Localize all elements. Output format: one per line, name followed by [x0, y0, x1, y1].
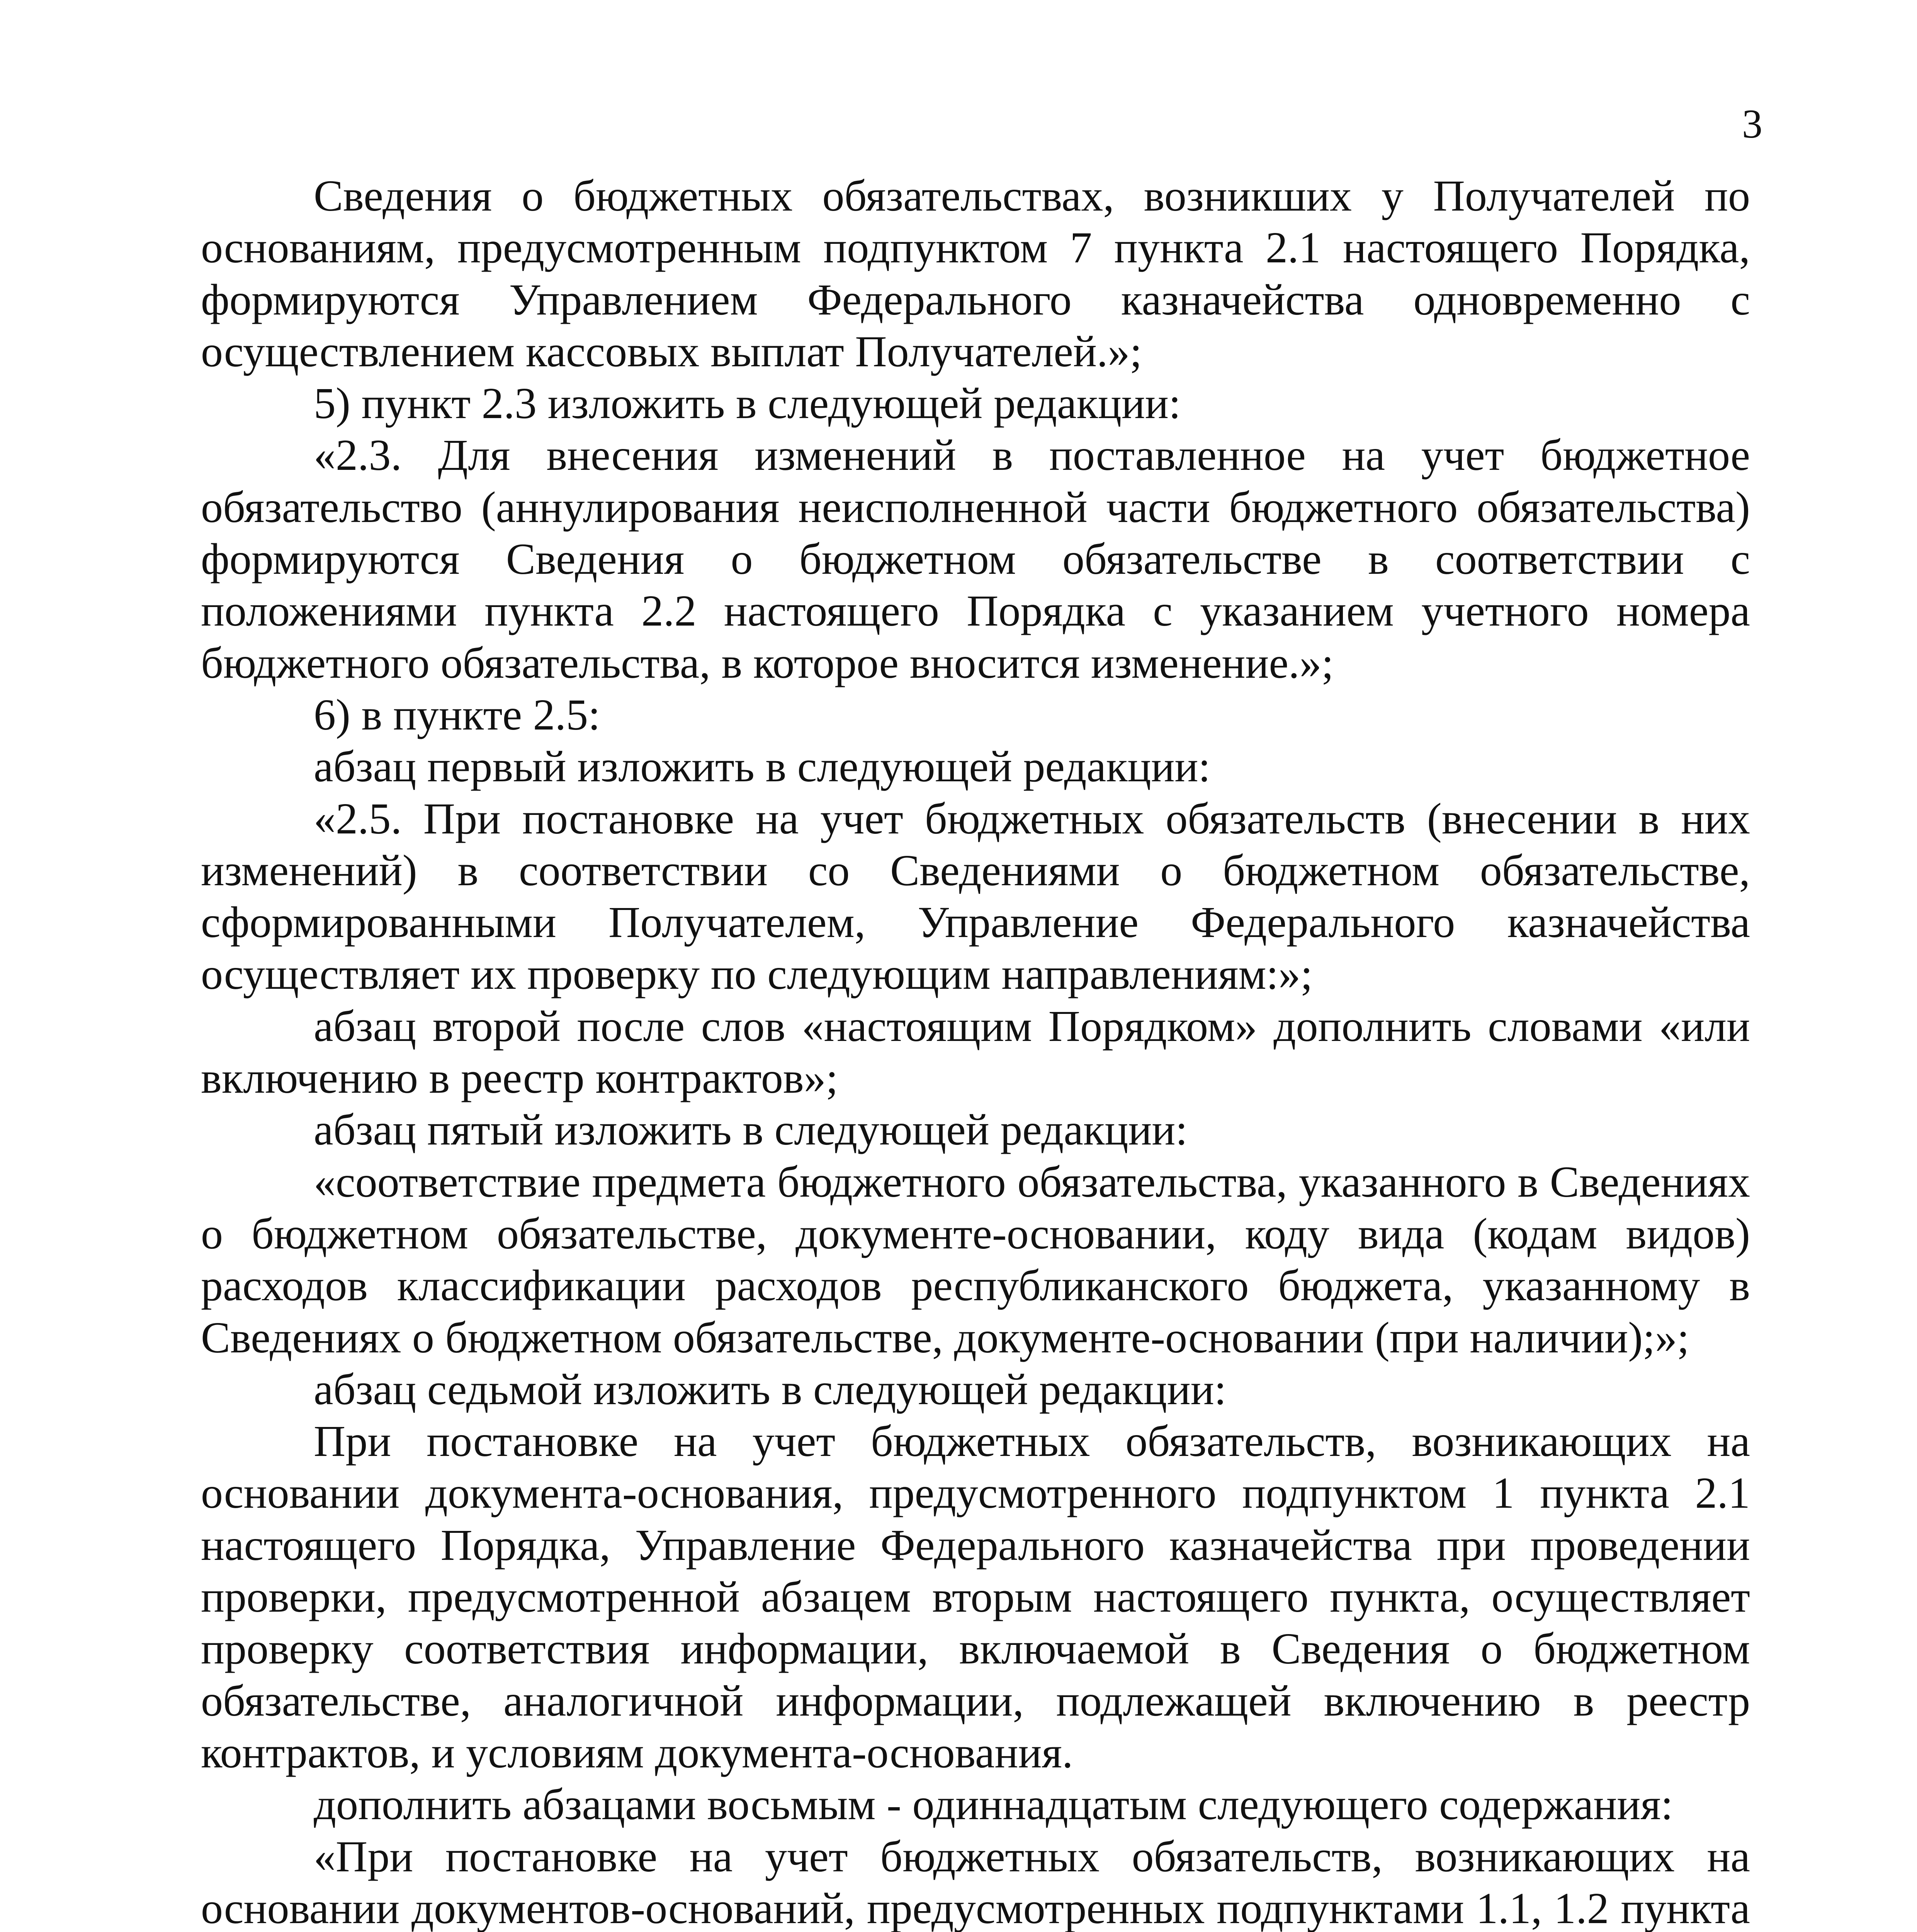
- page-number: 3: [1742, 101, 1762, 146]
- paragraph-5: абзац первый изложить в следующей редакции:: [314, 742, 1211, 791]
- paragraph-7: абзац второй после слов «настоящим Порядком» дополнить словами «или включению в реестр контрактов»;: [201, 1001, 1750, 1103]
- paragraph-11: При постановке на учет бюджетных обязательств, возникающих на основании документа-основания, предусмотренного подпунктом 1 пункта 2.1 настоящего Порядка, Управление Федерального казначейства при проведении проверки, предусмотренной абзацем вторым настоящего пункта, осуществляет проверку соответствия информации, включаемой в Сведения о бюджетном обязательстве, аналогичной информации, подлежащей включению в реестр контрактов, и условиям документа-основания.: [201, 1417, 1750, 1777]
- paragraph-2: 5) пункт 2.3 изложить в следующей редакции:: [314, 379, 1181, 428]
- paragraph-10: абзац седьмой изложить в следующей редакции:: [314, 1364, 1227, 1414]
- paragraph-4: 6) в пункте 2.5:: [314, 690, 600, 739]
- paragraph-13: «При постановке на учет бюджетных обязательств, возникающих на основании документов-оснований, предусмотренных подпунктами 1.1, 1.2 пункта: [201, 1832, 1750, 1932]
- paragraph-6: «2.5. При постановке на учет бюджетных обязательств (внесении в них изменений) в соответствии со Сведениями о бюджетном обязательстве, сформированными Получателем, Управление Федерального казначейства осуществляет их проверку по следующим направлениям:»;: [201, 794, 1750, 999]
- paragraph-9: «соответствие предмета бюджетного обязательства, указанного в Сведениях о бюджетном обязательстве, документе-основании, коду вида (кодам видов) расходов классификации расходов республиканского бюджета, указанному в Сведениях о бюджетном обязательстве, документе-основании (при наличии);»;: [201, 1157, 1750, 1362]
- paragraph-3: «2.3. Для внесения изменений в поставленное на учет бюджетное обязательство (аннулирования неисполненной части бюджетного обязательства) формируются Сведения о бюджетном обязательстве в соответствии с положениями пункта 2.2 настоящего Порядка с указанием учетного номера бюджетного обязательства, в которое вносится изменение.»;: [201, 430, 1750, 687]
- document-body: [201, 170, 1750, 1932]
- paragraph-1: Сведения о бюджетных обязательствах, возникших у Получателей по основаниям, предусмотренным подпунктом 7 пункта 2.1 настоящего Порядка, формируются Управлением Федерального казначейства одновременно с осуществлением кассовых выплат Получателей.»;: [201, 171, 1750, 376]
- paragraph-12: дополнить абзацами восьмым - одиннадцатым следующего содержания:: [314, 1780, 1673, 1829]
- paragraph-8: абзац пятый изложить в следующей редакции:: [314, 1105, 1188, 1155]
